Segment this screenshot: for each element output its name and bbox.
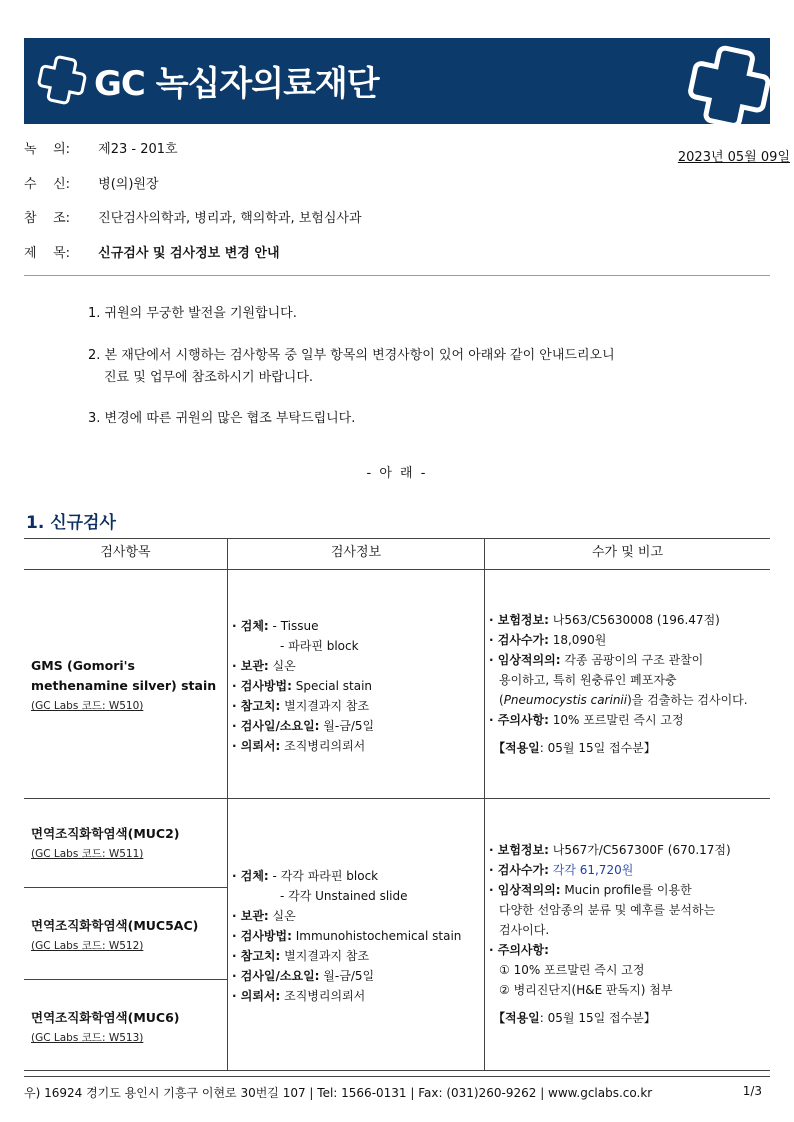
note-value: 10% 포르말린 즉시 고정 xyxy=(548,713,684,727)
storage-value: 실온 xyxy=(268,909,296,923)
clinical-key: · 임상적의의: xyxy=(489,883,561,897)
method-value: Immunohistochemical stain xyxy=(291,929,462,943)
specimen-value: - 각각 파라핀 block xyxy=(268,869,379,883)
days-key: · 검사일/소요일: xyxy=(232,719,320,733)
document-date: 2023년 05월 09일 xyxy=(677,150,790,165)
item-name: 면역조직화학염색(MUC2) xyxy=(31,826,180,841)
doc-number: 제23 - 201호 xyxy=(98,142,178,157)
table-row-muc2-name xyxy=(31,824,225,864)
reference-key: 참 조: xyxy=(24,211,71,226)
note-value-1: ① 10% 포르말린 즉시 고정 xyxy=(499,963,645,977)
item-code: (GC Labs 코드: W512) xyxy=(31,940,144,952)
clinical-value-1: 각종 곰팡이의 구조 관찰이 xyxy=(560,653,704,667)
recipient: 병(의)원장 xyxy=(98,177,159,192)
table-row-muc-fee xyxy=(489,840,769,1028)
form-value: 조직병리의뢰서 xyxy=(280,739,366,753)
fee-key: · 검사수가: xyxy=(489,863,549,877)
specimen-key: · 검체: xyxy=(232,619,269,633)
table-row-muc5ac-name xyxy=(31,916,225,956)
apply-key: 【적용일 xyxy=(493,741,540,755)
paragraph-2-line-2: 진료 및 업무에 참조하시기 바랍니다. xyxy=(104,370,314,385)
ref-key: · 참고치: xyxy=(232,699,281,713)
doc-number-key: 녹 의: xyxy=(24,142,71,157)
form-key: · 의뢰서: xyxy=(232,739,281,753)
days-value: 월-금/5일 xyxy=(319,969,375,983)
brand-logo-text: GC 녹십자의료재단 xyxy=(94,64,379,104)
insurance-value: 나567가/C567300F (670.17점) xyxy=(548,843,731,857)
paragraph-2 xyxy=(88,345,728,389)
header-test-info: 검사정보 xyxy=(330,545,382,560)
fee-value: 각각 61,720원 xyxy=(548,863,634,877)
header-test-item: 검사항목 xyxy=(100,545,151,560)
clinical-key: · 임상적의의: xyxy=(489,653,561,667)
reference: 진단검사의학과, 병리과, 핵의학과, 보험심사과 xyxy=(98,211,362,226)
item-name: 면역조직화학염색(MUC5AC) xyxy=(31,918,199,933)
form-value: 조직병리의뢰서 xyxy=(280,989,366,1003)
storage-value: 실온 xyxy=(268,659,296,673)
cross-logo-icon xyxy=(34,52,90,108)
recipient-key: 수 신: xyxy=(24,177,71,192)
table-row-muc6-name xyxy=(31,1008,225,1048)
days-value: 월-금/5일 xyxy=(319,719,375,733)
corner-cross-icon xyxy=(684,42,770,124)
specimen-value-2: - 각각 Unstained slide xyxy=(280,889,408,903)
section-title: 1. 신규검사 xyxy=(26,513,116,533)
footer-divider xyxy=(24,1076,770,1077)
item-name-line-1: GMS (Gomori's xyxy=(31,658,135,673)
table-row-gms-info xyxy=(232,616,482,756)
paragraph-2-line-1: 2. 본 재단에서 시행하는 검사항목 중 일부 항목의 변경사항이 있어 아래와 같이 안내드리오니 xyxy=(88,348,615,363)
item-name: 면역조직화학염색(MUC6) xyxy=(31,1010,180,1025)
apply-key: 【적용일 xyxy=(493,1011,540,1025)
notice-heading: - 아 래 - xyxy=(366,466,428,481)
item-code: (GC Labs 코드: W511) xyxy=(31,848,144,860)
storage-key: · 보관: xyxy=(232,909,269,923)
clinical-value-3: 검사이다. xyxy=(499,923,550,937)
note-value-2: ② 병리진단지(H&E 판독지) 첨부 xyxy=(499,983,673,997)
ref-value: 별지결과지 참조 xyxy=(280,699,370,713)
specimen-key: · 검체: xyxy=(232,869,269,883)
clinical-value-2: 용이하고, 특히 원충류인 폐포자충 xyxy=(499,673,677,687)
clinical-value-2: 다양한 선암종의 분류 및 예후를 분석하는 xyxy=(499,903,716,917)
fee-key: · 검사수가: xyxy=(489,633,549,647)
page-number: 1/3 xyxy=(742,1084,762,1098)
fee-value: 18,090원 xyxy=(548,633,607,647)
ref-value: 별지결과지 참조 xyxy=(280,949,370,963)
clinical-paren-open: ( xyxy=(499,693,504,707)
table-row-muc-info xyxy=(232,866,482,1006)
note-key: · 주의사항: xyxy=(489,943,549,957)
table-row-gms-fee xyxy=(489,610,769,758)
method-key: · 검사방법: xyxy=(232,929,292,943)
subject: 신규검사 및 검사정보 변경 안내 xyxy=(98,246,280,261)
specimen-value-2: - 파라핀 block xyxy=(280,639,359,653)
subject-key: 제 목: xyxy=(24,246,71,261)
divider xyxy=(24,275,770,276)
apply-value: : 05월 15일 접수분】 xyxy=(539,741,656,755)
form-key: · 의뢰서: xyxy=(232,989,281,1003)
subject-row xyxy=(24,242,280,261)
insurance-value: 나563/C5630008 (196.47점) xyxy=(548,613,720,627)
apply-value: : 05월 15일 접수분】 xyxy=(539,1011,656,1025)
clinical-organism: Pneumocystis carinii xyxy=(503,693,628,707)
item-name-line-2: methenamine silver) stain xyxy=(31,678,217,693)
note-key: · 주의사항: xyxy=(489,713,549,727)
insurance-key: · 보험정보: xyxy=(489,843,549,857)
clinical-value-3: )을 검출하는 검사이다. xyxy=(627,693,748,707)
reference-row xyxy=(24,207,362,226)
storage-key: · 보관: xyxy=(232,659,269,673)
item-code: (GC Labs 코드: W513) xyxy=(31,1032,144,1044)
doc-number-row xyxy=(24,138,178,157)
paragraph-1: 1. 귀원의 무궁한 발전을 기원합니다. xyxy=(88,306,297,321)
specimen-value: - Tissue xyxy=(268,619,319,633)
days-key: · 검사일/소요일: xyxy=(232,969,320,983)
header-banner xyxy=(24,38,770,124)
method-value: Special stain xyxy=(291,679,373,693)
header-fee-remarks: 수가 및 비고 xyxy=(591,545,664,560)
clinical-value-1: Mucin profile를 이용한 xyxy=(560,883,692,897)
item-code: (GC Labs 코드: W510) xyxy=(31,700,144,712)
table-row-gms-name xyxy=(31,656,225,716)
footer-address: 우) 16924 경기도 용인시 기흥구 이현로 30번길 107 | Tel: 1566-0131 | Fax: (031)260-9262 | www.gclabs.co.kr xyxy=(24,1086,653,1100)
paragraph-3: 3. 변경에 따른 귀원의 많은 협조 부탁드립니다. xyxy=(88,411,356,426)
method-key: · 검사방법: xyxy=(232,679,292,693)
ref-key: · 참고치: xyxy=(232,949,281,963)
recipient-row xyxy=(24,173,159,192)
insurance-key: · 보험정보: xyxy=(489,613,549,627)
